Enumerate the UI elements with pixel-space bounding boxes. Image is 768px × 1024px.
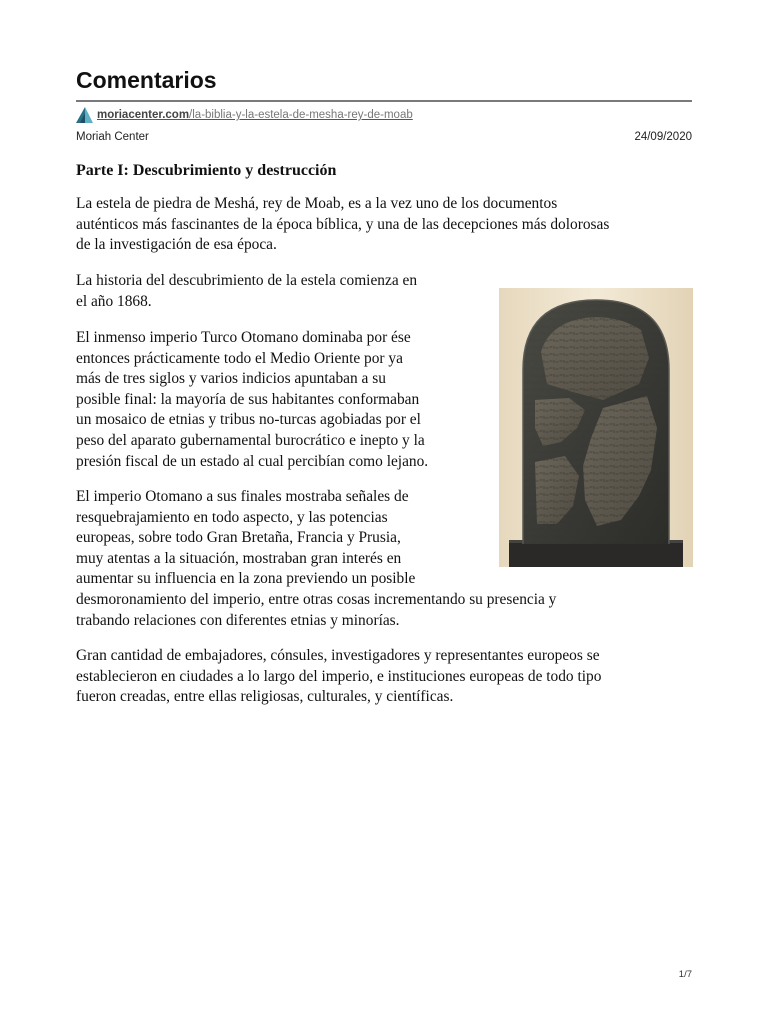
text-line: de la investigación de esa época. (76, 236, 277, 254)
text-line: Gran cantidad de embajadores, cónsules, investigadores y representantes europeos se (76, 647, 600, 664)
text-line: El imperio Otomano a sus finales mostraba señales de (76, 488, 409, 505)
paragraph-intro (76, 194, 696, 256)
source-path: /la-biblia-y-la-estela-de-mesha-rey-de-moab (189, 109, 413, 121)
paragraph-discovery (76, 271, 486, 312)
source-url-link[interactable] (97, 109, 413, 121)
title-divider (76, 100, 692, 102)
text-line: muy atentas a la situación, mostraban gran interés en (76, 549, 402, 567)
text-line: peso del aparato gubernamental burocrático e inepto y la (76, 431, 425, 449)
paragraph-ottoman-empire (76, 328, 486, 472)
page-title: Comentarios (76, 67, 217, 93)
text-line: resquebrajamiento en todo aspecto, y las potencias (76, 508, 388, 526)
source-domain: moriacenter.com (97, 109, 190, 121)
text-line: La estela de piedra de Meshá, rey de Moab, es a la vez uno de los documentos (76, 195, 558, 212)
publish-date: 24/09/2020 (634, 131, 692, 143)
text-line: La historia del descubrimiento de la estela comienza en (76, 272, 418, 289)
text-line: el año 1868. (76, 292, 152, 310)
page-number: 1/7 (678, 969, 692, 980)
mesha-stele-image (499, 288, 693, 567)
paragraph-embassies (76, 646, 696, 708)
text-line: entonces prácticamente todo el Medio Oriente por ya (76, 349, 403, 367)
text-line: más de tres siglos y varios indicios apuntaban a su (76, 370, 386, 388)
paragraph-european-powers (76, 487, 557, 631)
text-line: europeas, sobre todo Gran Bretaña, Francia y Prusia, (76, 529, 401, 547)
text-line: fueron creadas, entre ellas religiosas, culturales, y científicas. (76, 688, 454, 706)
text-line: trabando relaciones con diferentes etnias y minorías. (76, 611, 400, 629)
text-line: un mosaico de etnias y tribus no-turcas agobiadas por el (76, 411, 421, 429)
author: Moriah Center (76, 131, 149, 143)
text-line: posible final: la mayoría de sus habitantes conformaban (76, 390, 420, 408)
section-heading: Parte I: Descubrimiento y destrucción (76, 162, 337, 179)
text-line: desmoronamiento del imperio, entre otras cosas incrementando su presencia y (76, 590, 557, 608)
text-line: El inmenso imperio Turco Otomano dominaba por ése (76, 329, 411, 346)
source-line (76, 106, 413, 124)
text-line: aumentar su influencia en la zona previendo un posible (76, 570, 416, 588)
text-line: establecieron en ciudades a lo largo del imperio, e instituciones europeas de todo tipo (76, 667, 602, 685)
text-line: presión fiscal de un estado al cual percibían como lejano. (76, 452, 429, 470)
moriacenter-logo-icon (76, 107, 93, 123)
text-line: auténticos más fascinantes de la época bíblica, y una de las decepciones más dolorosas (76, 215, 610, 233)
